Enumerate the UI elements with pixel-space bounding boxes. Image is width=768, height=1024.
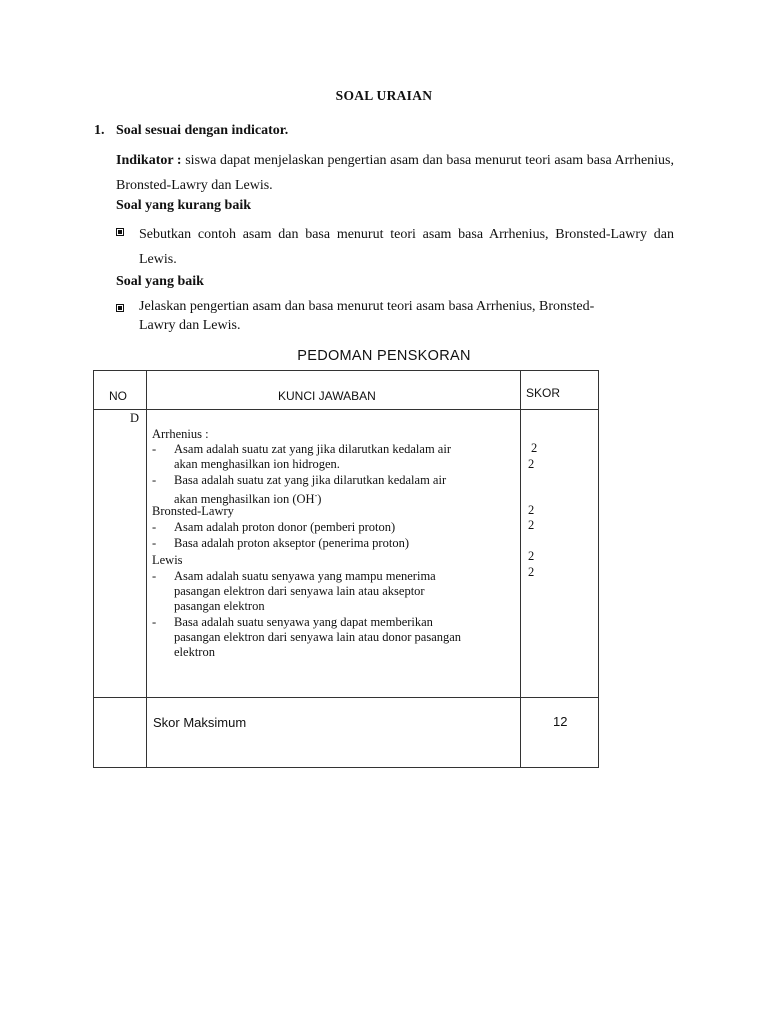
- max-score-value: 12: [553, 714, 568, 729]
- dash: -: [152, 615, 157, 629]
- score-value: 2: [528, 503, 535, 517]
- checkbox-bullet-icon: [116, 225, 126, 235]
- table-divider: [94, 697, 598, 698]
- score-value: 2: [528, 518, 535, 532]
- dash: -: [152, 569, 157, 583]
- question-number: 1.: [94, 123, 105, 138]
- table-divider: [146, 371, 147, 767]
- group-name: Lewis: [152, 553, 183, 567]
- good-question-line2: Lawry dan Lewis.: [139, 318, 241, 333]
- line: Asam adalah proton donor (pemberi proton): [174, 520, 396, 534]
- page-title: SOAL URAIAN: [335, 88, 433, 103]
- line: pasangan elektron dari senyawa lain atau donor pasangan: [174, 630, 462, 644]
- bad-question-label: Soal yang kurang baik: [116, 198, 251, 213]
- checkbox-bullet-icon: [116, 301, 126, 311]
- indikator-label: Indikator :: [116, 153, 182, 168]
- line-text: ): [317, 492, 322, 507]
- header-skor: SKOR: [526, 386, 561, 400]
- line: Basa adalah suatu zat yang jika dilarutkan kedalam air: [174, 473, 447, 487]
- line: Basa adalah proton akseptor (penerima proton): [174, 536, 409, 550]
- header-kunci-jawaban: KUNCI JAWABAN: [278, 389, 376, 403]
- scoring-table: [93, 370, 599, 768]
- good-question-line1: Jelaskan pengertian asam dan basa menurut teori asam basa Arrhenius, Bronsted-: [139, 299, 595, 314]
- header-no: NO: [109, 389, 127, 403]
- group-name: Bronsted-Lawry: [152, 504, 234, 518]
- superscript-minus: -: [314, 491, 318, 500]
- score-value: 2: [528, 457, 535, 471]
- indikator-text: siswa dapat menjelaskan pengertian asam dan basa menurut teori asam basa Arrhenius, Bronsted-Lawry dan Lewis.: [116, 153, 674, 193]
- dash: -: [152, 473, 157, 487]
- score-value: 2: [528, 565, 535, 579]
- max-score-label: Skor Maksimum: [153, 715, 247, 730]
- pedoman-title: PEDOMAN PENSKORAN: [297, 348, 471, 364]
- line-text: akan menghasilkan ion (OH: [174, 492, 315, 507]
- line: Asam adalah suatu senyawa yang mampu menerima: [174, 569, 436, 583]
- question-heading: Soal sesuai dengan indicator.: [116, 123, 289, 138]
- answer-key: [152, 427, 517, 687]
- line: Basa adalah suatu senyawa yang dapat memberikan: [174, 615, 433, 629]
- line: elektron: [174, 645, 215, 659]
- line: Asam adalah suatu zat yang jika dilarutkan kedalam air: [174, 442, 451, 456]
- dash: -: [152, 442, 157, 456]
- group-name: Arrhenius :: [152, 427, 209, 441]
- indikator-paragraph: [116, 148, 674, 198]
- line: pasangan elektron: [174, 599, 265, 613]
- table-divider: [94, 409, 598, 410]
- dash: -: [152, 520, 157, 534]
- row-number: D: [130, 411, 140, 425]
- dash: -: [152, 536, 157, 550]
- score-value: 2: [531, 441, 538, 455]
- table-divider: [520, 371, 521, 767]
- line: akan menghasilkan ion hidrogen.: [174, 457, 340, 471]
- bad-question-text: Sebutkan contoh asam dan basa menurut teori asam basa Arrhenius, Bronsted-Lawry dan Lewis.: [139, 227, 674, 267]
- good-question-label: Soal yang baik: [116, 274, 204, 289]
- score-value: 2: [528, 549, 535, 563]
- line: pasangan elektron dari senyawa lain atau akseptor: [174, 584, 425, 598]
